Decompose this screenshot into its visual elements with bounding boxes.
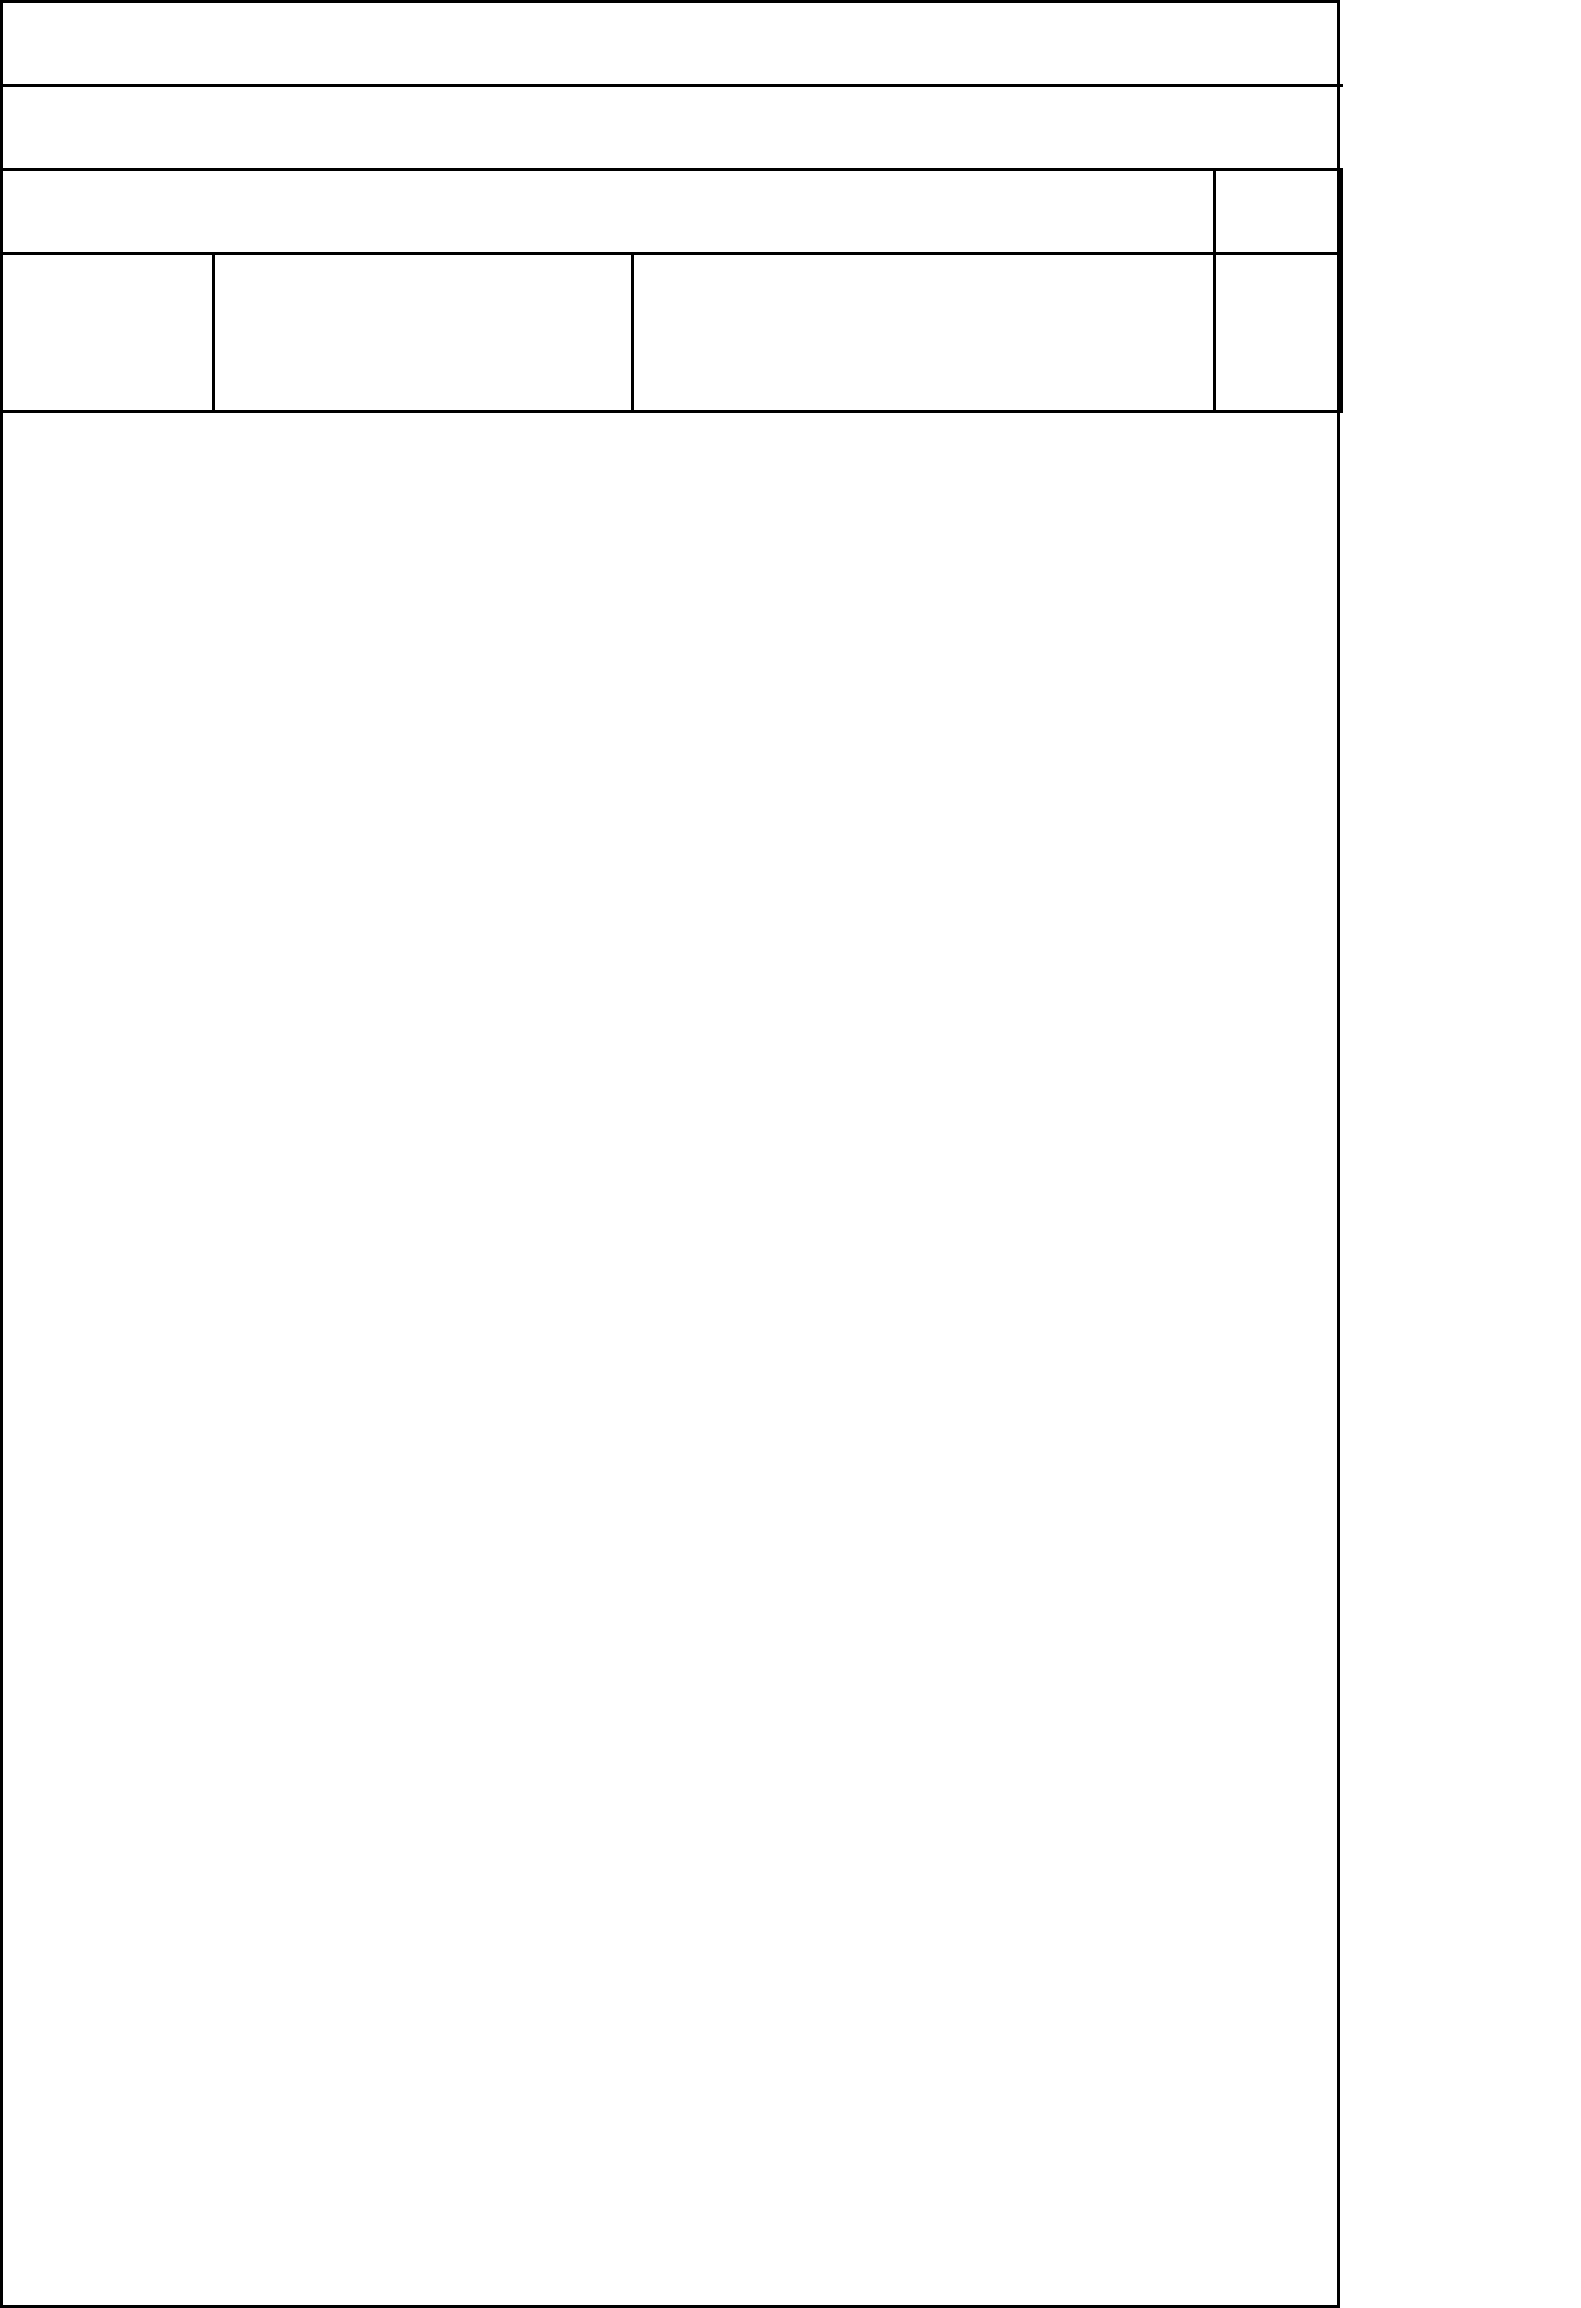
page-title [3, 3, 1343, 87]
col-party [634, 323, 1216, 413]
col-total [1216, 323, 1343, 413]
col-candidate [215, 323, 634, 413]
page-subtitle [3, 87, 1343, 171]
round-row [3, 171, 1343, 255]
round-empty-cell [1216, 171, 1343, 255]
round-label [3, 171, 1216, 255]
column-header-row [3, 323, 1343, 413]
col-serial [3, 323, 215, 413]
